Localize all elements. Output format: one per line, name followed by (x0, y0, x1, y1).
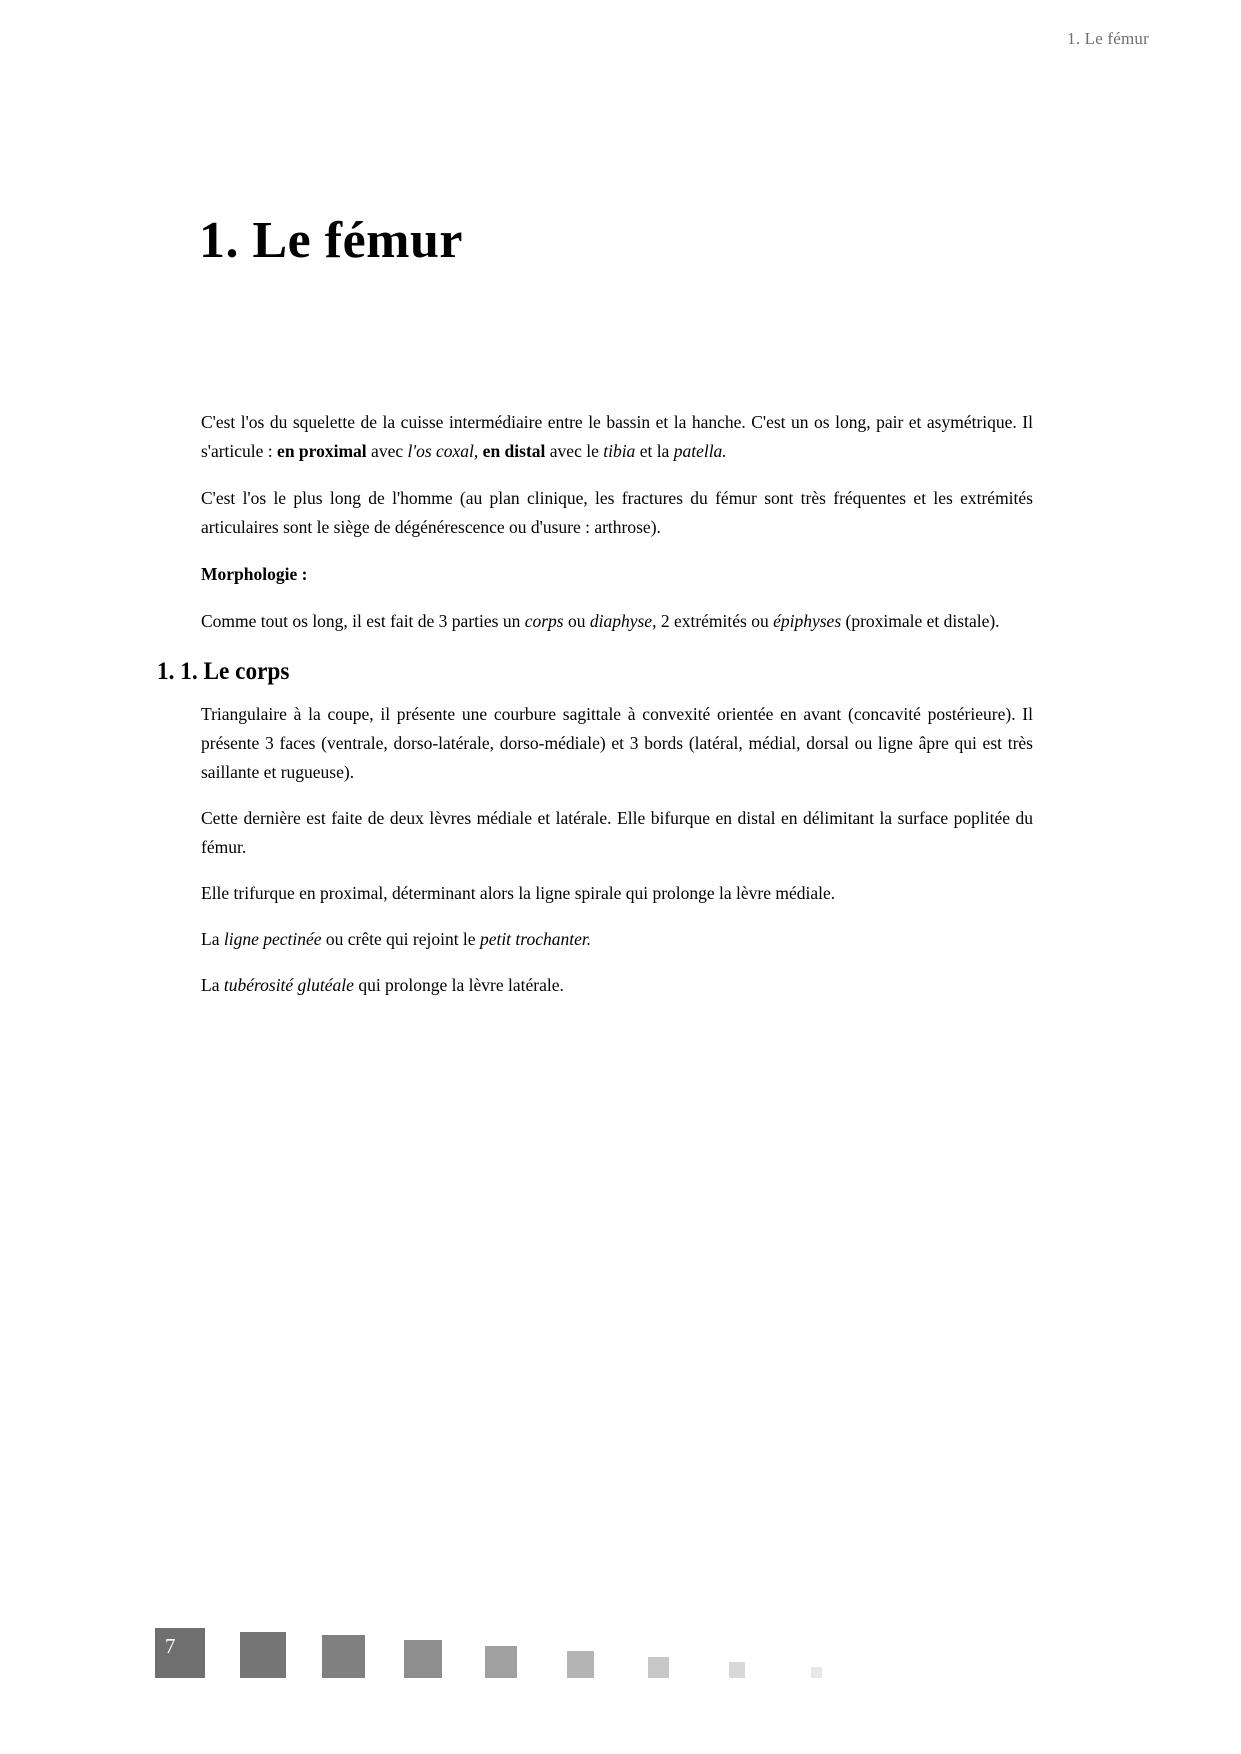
footer-square (404, 1640, 442, 1678)
text-run: La (201, 975, 224, 995)
page-title: 1. Le fémur (199, 211, 463, 269)
page-number: 7 (165, 1634, 176, 1658)
text-run: qui prolonge la lèvre latérale. (353, 975, 564, 995)
text-run: avec le (545, 441, 604, 461)
text-run: Morphologie : (201, 564, 308, 584)
text-run: Elle trifurque en proximal, déterminant alors la ligne spirale qui prolonge la lèvre médiale. (201, 883, 836, 903)
paragraph-s4 (201, 925, 1033, 954)
running-header-title: 1. Le fémur (1067, 29, 1149, 48)
text-run: C'est l'os du squelette de la cuisse intermédiaire entre le bassin et la hanche. C'est un os long, pair et asymétrique. Il s'articule : (201, 412, 1033, 461)
section-paragraphs (201, 700, 1033, 1000)
text-run: ou (563, 611, 590, 631)
document-content (157, 408, 1033, 1017)
text-run: diaphyse, (589, 611, 657, 631)
footer-decoration (155, 1618, 915, 1678)
footer-square (567, 1651, 594, 1678)
paragraph-p1 (201, 408, 1033, 466)
text-run: La (201, 929, 224, 949)
footer-square (485, 1646, 517, 1678)
paragraph-s1 (201, 700, 1033, 787)
text-run: Cette dernière est faite de deux lèvres médiale et latérale. Elle bifurque en distal en délimitant la surface poplitée du fémur. (201, 808, 1033, 857)
text-run: épiphyses (773, 611, 842, 631)
footer-square (729, 1662, 745, 1678)
paragraph-s5 (201, 971, 1033, 1000)
intro-paragraphs (201, 408, 1033, 636)
text-run: ligne pectinée (223, 929, 322, 949)
chapter-decoration (815, 112, 1035, 307)
footer-square (155, 1628, 205, 1678)
paragraph-p2 (201, 484, 1033, 542)
text-run: petit trochanter. (479, 929, 592, 949)
text-run: tibia (603, 441, 636, 461)
chapter-roman-numeral: I (923, 209, 937, 254)
footer-square (648, 1657, 669, 1678)
paragraph-s2 (201, 804, 1033, 862)
text-run: en proximal (277, 441, 367, 461)
text-run: patella. (673, 441, 727, 461)
paragraph-p3 (201, 560, 1033, 589)
text-run: Comme tout os long, il est fait de 3 parties un (201, 611, 525, 631)
text-run: avec (366, 441, 408, 461)
footer-square (240, 1632, 286, 1678)
paragraph-s3 (201, 879, 1033, 908)
text-run: 2 extrémités ou (656, 611, 774, 631)
paragraph-p4 (201, 607, 1033, 636)
section-heading-le-corps: 1. 1. Le corps (157, 658, 290, 685)
text-run: Triangulaire à la coupe, il présente une courbure sagittale à convexité orientée en avant (concavité postérieure). Il présente 3 faces (ventrale, dorso-latérale, dorso-médiale) et 3 bords (latéral, médial, dorsal ou ligne âpre qui est très saillante et rugueuse). (201, 704, 1033, 782)
text-run: ou crête qui rejoint le (321, 929, 480, 949)
text-run: et la (635, 441, 674, 461)
footer-square (811, 1667, 822, 1678)
text-run: corps (524, 611, 564, 631)
text-run: (proximale et distale). (841, 611, 1000, 631)
text-run: l'os coxal, (407, 441, 479, 461)
text-run: tubérosité glutéale (223, 975, 354, 995)
text-run: C'est l'os le plus long de l'homme (au plan clinique, les fractures du fémur sont très fréquentes et les extrémités articulaires sont le siège de dégénérescence ou d'usure : arthrose). (201, 488, 1033, 537)
text-run: en distal (482, 441, 546, 461)
footer-square (322, 1635, 365, 1678)
